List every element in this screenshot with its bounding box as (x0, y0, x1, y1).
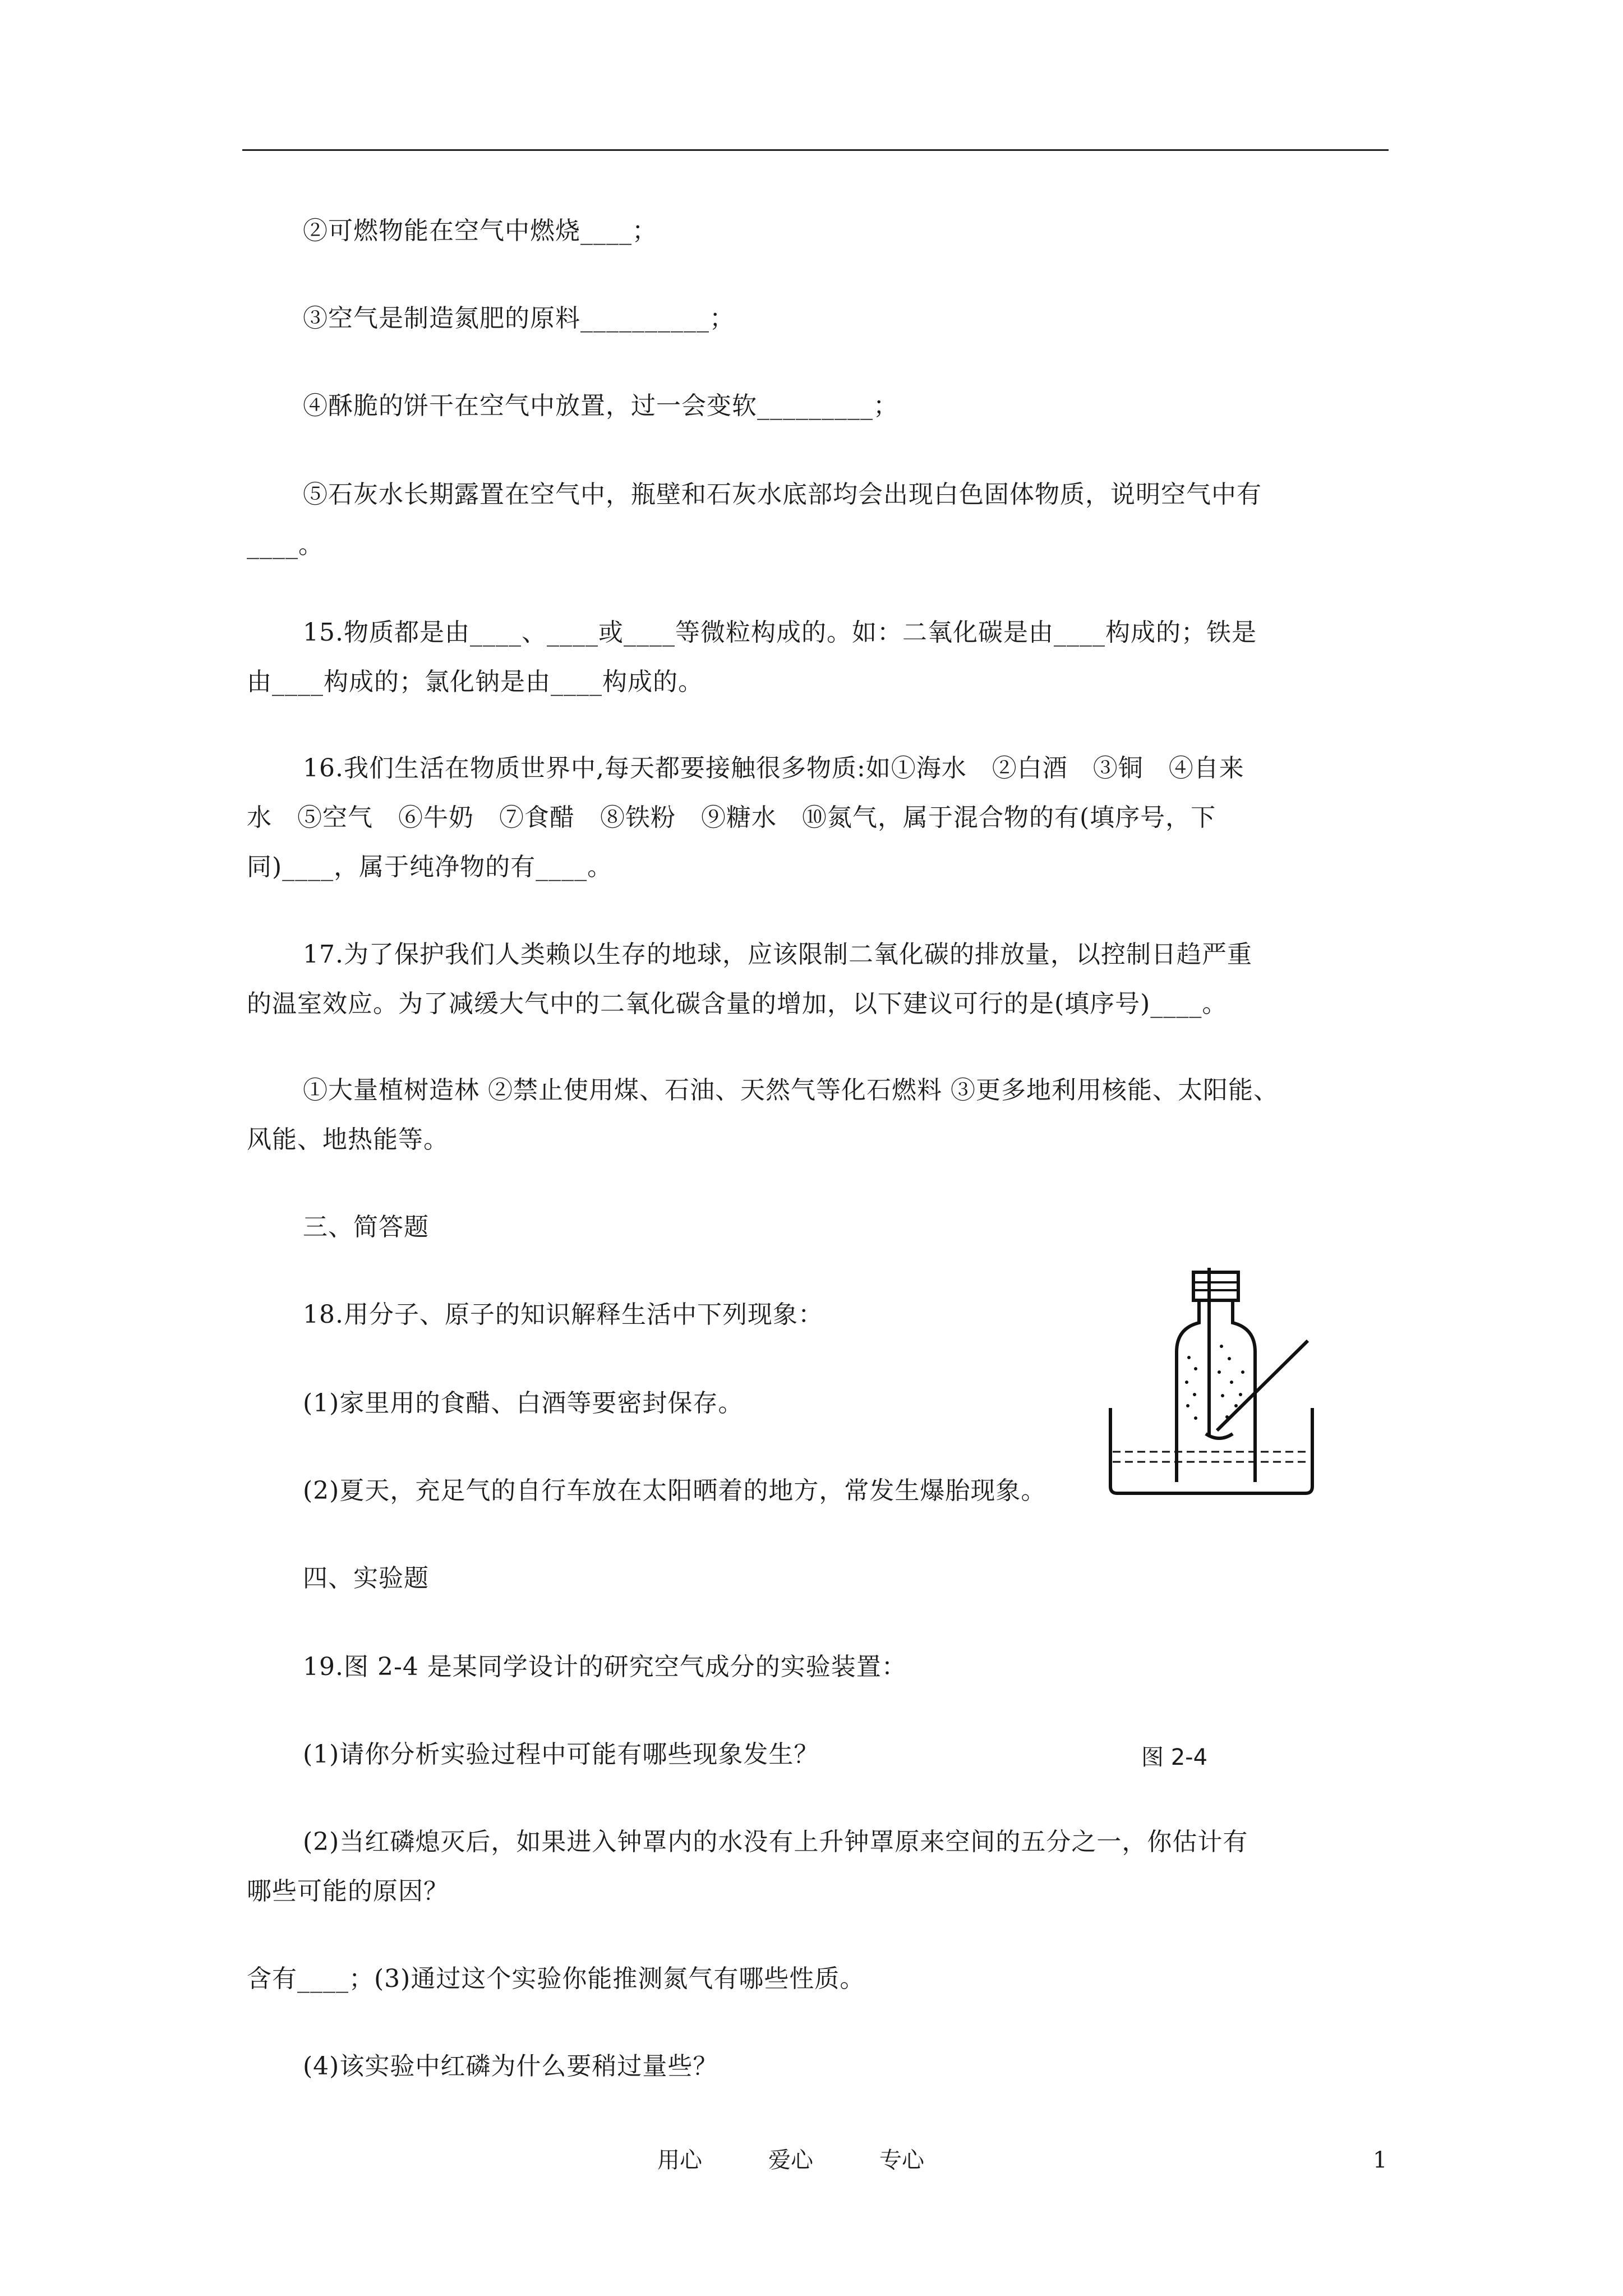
text-line: ②可燃物能在空气中燃烧____； (303, 217, 657, 245)
text-line: 水 ⑤空气 ⑥牛奶 ⑦食醋 ⑧铁粉 ⑨糖水 ⑩氮气，属于混合物的有(填序号，下 (247, 803, 1216, 832)
text-line: (2)当红磷熄灭后，如果进入钟罩内的水没有上升钟罩原来空间的五分之一，你估计有 (303, 1828, 1248, 1856)
text-line: 哪些可能的原因？ (247, 1877, 449, 1906)
section-heading: 三、简答题 (303, 1213, 429, 1241)
apparatus-drawing (1099, 1262, 1335, 1509)
text-line: 17.为了保护我们人类赖以生存的地球，应该限制二氧化碳的排放量，以控制日趋严重 (303, 940, 1252, 969)
footer-middle: 爱心 (768, 2147, 813, 2173)
section-heading: 四、实验题 (303, 1564, 429, 1593)
page-number: 1 (1373, 2147, 1387, 2173)
text-line: 18.用分子、原子的知识解释生活中下列现象： (303, 1300, 823, 1329)
text-line: 的温室效应。为了减缓大气中的二氧化碳含量的增加，以下建议可行的是(填序号)____。 (247, 990, 1228, 1018)
header-rule (242, 149, 1389, 151)
footer-right: 专心 (879, 2147, 924, 2173)
figure-caption: 图 2-4 (1141, 1745, 1208, 1770)
text-line: (1)家里用的食醋、白酒等要密封保存。 (303, 1389, 744, 1418)
text-line: ____。 (247, 531, 324, 559)
text-line: ⑤石灰水长期露置在空气中，瓶壁和石灰水底部均会出现白色固体物质，说明空气中有 (303, 480, 1262, 509)
footer-left: 用心 (657, 2147, 702, 2173)
text-line: 同)____，属于纯净物的有____。 (247, 853, 613, 881)
text-line: ①大量植树造林 ②禁止使用煤、石油、天然气等化石燃料 ③更多地利用核能、太阳能、 (303, 1076, 1279, 1105)
text-line: (1)请你分析实验过程中可能有哪些现象发生？ (303, 1740, 819, 1769)
experiment-apparatus-figure (1099, 1262, 1335, 1509)
text-line: (4)该实验中红磷为什么要稍过量些？ (303, 2052, 718, 2081)
text-line: 19.图 2-4 是某同学设计的研究空气成分的实验装置： (303, 1653, 907, 1681)
text-line: ③空气是制造氮肥的原料__________； (303, 304, 735, 333)
text-line: ④酥脆的饼干在空气中放置，过一会变软_________； (303, 392, 898, 420)
text-line: (2)夏天，充足气的自行车放在太阳晒着的地方，常发生爆胎现象。 (303, 1476, 1046, 1505)
text-line: 含有____；(3)通过这个实验你能推测氮气有哪些性质。 (247, 1964, 865, 1993)
text-line: 16.我们生活在物质世界中,每天都要接触很多物质:如①海水 ②白酒 ③铜 ④自来 (303, 754, 1244, 783)
text-line: 由____构成的；氯化钠是由____构成的。 (247, 668, 703, 696)
text-line: 风能、地热能等。 (247, 1125, 449, 1154)
text-line: 15.物质都是由____、____或____等微粒构成的。如：二氧化碳是由____构成的；铁是 (303, 618, 1257, 647)
